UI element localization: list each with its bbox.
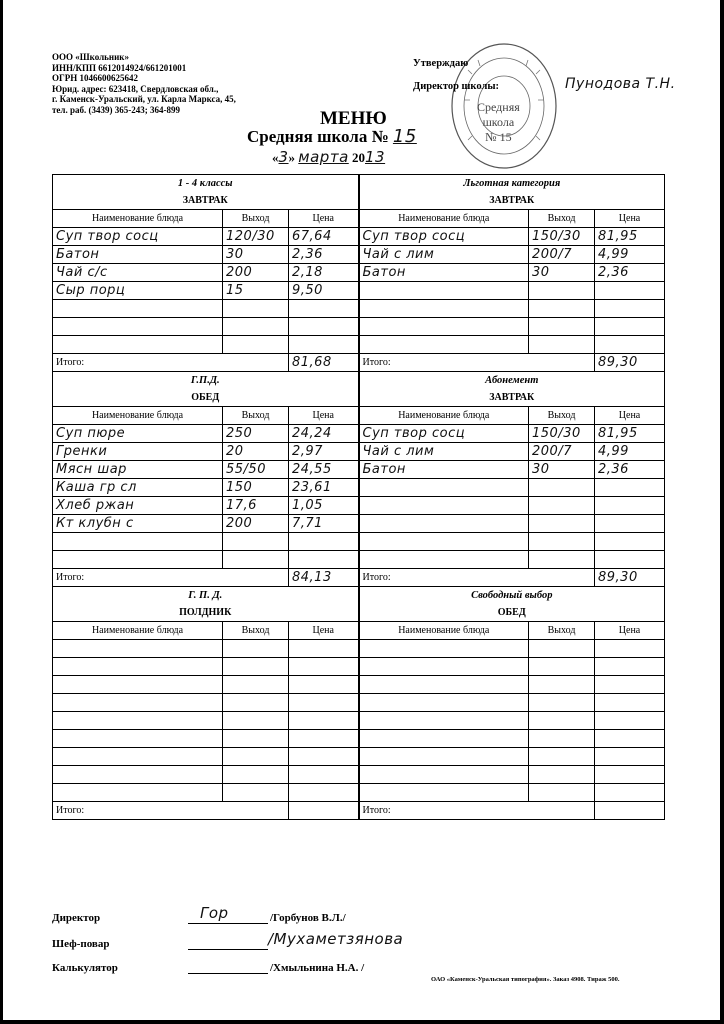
date-year-hw: 13: [365, 148, 386, 166]
column-header-name: Наименование блюда: [53, 407, 223, 425]
org-phone: тел. раб. (3439) 365-243; 364-899: [52, 104, 180, 115]
dish-name: [359, 766, 529, 784]
stamp-line1: Средняя: [477, 100, 520, 114]
table-row: [53, 228, 665, 246]
dish-price: [289, 748, 359, 766]
dish-price: [595, 318, 665, 336]
dish-price: 24,55: [289, 461, 359, 479]
column-header-row: [53, 622, 665, 640]
approval-block: [413, 52, 499, 98]
total-amount: 84,13: [292, 570, 332, 585]
dish-output: 55/50: [223, 461, 289, 479]
org-address-line2: г. Каменск-Уральский, ул. Карла Маркса, 45,: [52, 94, 236, 104]
dish-name: [359, 515, 529, 533]
dish-name: [359, 640, 529, 658]
total-amount: 89,30: [598, 570, 638, 585]
dish-output: 200/7: [529, 443, 595, 461]
dish-name: Сыр порц: [53, 282, 223, 300]
total-label: Итого:: [359, 802, 595, 820]
dish-name: Чай с лим: [359, 246, 529, 264]
column-header-price: Цена: [289, 210, 359, 228]
organization-block: [52, 52, 236, 115]
dish-name: Батон: [359, 264, 529, 282]
signature-line: [188, 923, 268, 924]
section-title: Г.П.Д.: [53, 372, 359, 390]
meal-type: ОБЕД: [359, 604, 665, 622]
dish-output: [223, 640, 289, 658]
dish-price: 81,95: [595, 228, 665, 246]
dish-name: [53, 551, 223, 569]
dish-name: Каша гр сл: [53, 479, 223, 497]
total-amount: 81,68: [292, 355, 332, 370]
dish-output: [529, 515, 595, 533]
section-title: Свободный выбор: [359, 587, 665, 605]
dish-price: [289, 318, 359, 336]
column-header-output: Выход: [223, 407, 289, 425]
table-row: [53, 246, 665, 264]
dish-name: Батон: [53, 246, 223, 264]
total-value: [289, 802, 359, 820]
dish-output: [223, 551, 289, 569]
dish-price: 67,64: [289, 228, 359, 246]
table-row: [53, 300, 665, 318]
dish-name: [359, 694, 529, 712]
meal-type: ЗАВТРАК: [359, 192, 665, 210]
total-row: [53, 802, 665, 820]
approved-label: Утверждаю: [413, 58, 469, 69]
stamp-line2: школа: [482, 115, 515, 129]
dish-name: [53, 658, 223, 676]
dish-price: [595, 712, 665, 730]
signature-scrawl: Гор: [200, 904, 229, 922]
dish-name: [359, 282, 529, 300]
total-value: [595, 569, 665, 587]
dish-price: [595, 300, 665, 318]
dish-output: 200: [223, 515, 289, 533]
column-header-output: Выход: [223, 622, 289, 640]
school-number: 15: [392, 126, 417, 147]
dish-output: 17,6: [223, 497, 289, 515]
dish-name: Суп твор сосц: [359, 425, 529, 443]
dish-price: [595, 658, 665, 676]
dish-output: [223, 694, 289, 712]
dish-output: [223, 318, 289, 336]
dish-name: [53, 533, 223, 551]
column-header-row: [53, 210, 665, 228]
dish-output: [223, 676, 289, 694]
dish-output: [529, 712, 595, 730]
org-inn: ИНН/КПП 6612014924/661201001: [52, 62, 187, 73]
dish-output: [529, 551, 595, 569]
dish-output: [529, 730, 595, 748]
table-row: [53, 264, 665, 282]
director-label: Директор школы:: [413, 81, 500, 92]
total-value: [595, 354, 665, 372]
dish-output: [529, 640, 595, 658]
dish-output: [529, 766, 595, 784]
table-row: [53, 712, 665, 730]
column-header-price: Цена: [289, 622, 359, 640]
dish-name: [359, 318, 529, 336]
dish-name: [359, 712, 529, 730]
dish-name: [359, 748, 529, 766]
dish-output: [223, 712, 289, 730]
dish-price: [595, 533, 665, 551]
dish-price: [595, 640, 665, 658]
meal-type: ЗАВТРАК: [359, 389, 665, 407]
column-header-row: [53, 407, 665, 425]
table-row: [53, 533, 665, 551]
signature-name: /Хмыльнина Н.А. /: [270, 962, 365, 974]
dish-output: [223, 766, 289, 784]
dish-output: [529, 497, 595, 515]
dish-name: [53, 336, 223, 354]
dish-output: [529, 784, 595, 802]
dish-price: 9,50: [289, 282, 359, 300]
meal-row: [53, 192, 665, 210]
dish-price: [289, 551, 359, 569]
signature-role: Шеф-повар: [52, 938, 110, 950]
signature-scrawl: /Мухаметзянова: [268, 930, 404, 948]
dish-name: Кт клубн с: [53, 515, 223, 533]
table-row: [53, 551, 665, 569]
dish-name: [53, 318, 223, 336]
dish-price: [289, 712, 359, 730]
dish-price: [595, 336, 665, 354]
column-header-price: Цена: [289, 407, 359, 425]
table-row: [53, 479, 665, 497]
dish-output: 150/30: [529, 425, 595, 443]
dish-price: [595, 551, 665, 569]
total-amount: 89,30: [598, 355, 638, 370]
org-ogrn: ОГРН 1046600625642: [52, 73, 138, 83]
dish-output: [223, 336, 289, 354]
table-row: [53, 497, 665, 515]
stamp-text: [477, 100, 520, 145]
dish-output: 20: [223, 443, 289, 461]
dish-price: [595, 479, 665, 497]
menu-date: «3» марта 2013: [272, 148, 386, 166]
dish-output: [529, 533, 595, 551]
dish-price: [595, 730, 665, 748]
dish-name: [359, 479, 529, 497]
table-row: [53, 318, 665, 336]
date-year: 20: [352, 150, 366, 165]
dish-price: 81,95: [595, 425, 665, 443]
dish-output: [529, 318, 595, 336]
date-day: 3: [278, 148, 289, 166]
school-label: Средняя школа №: [247, 127, 389, 146]
section-title: Абонемент: [359, 372, 665, 390]
total-label: Итого:: [53, 354, 289, 372]
table-row: [53, 748, 665, 766]
column-header-price: Цена: [595, 210, 665, 228]
dish-price: [595, 748, 665, 766]
table-row: [53, 336, 665, 354]
dish-output: 150: [223, 479, 289, 497]
dish-name: Суп твор сосц: [53, 228, 223, 246]
dish-price: [289, 784, 359, 802]
dish-output: [223, 784, 289, 802]
dish-output: [223, 748, 289, 766]
dish-output: 200/7: [529, 246, 595, 264]
dish-output: [529, 300, 595, 318]
dish-output: [529, 694, 595, 712]
dish-price: [595, 676, 665, 694]
dish-price: 24,24: [289, 425, 359, 443]
signature-role: Калькулятор: [52, 962, 118, 974]
dish-output: 30: [223, 246, 289, 264]
dish-name: [359, 551, 529, 569]
dish-price: [595, 766, 665, 784]
meal-type: ЗАВТРАК: [53, 192, 359, 210]
dish-name: [53, 748, 223, 766]
column-header-output: Выход: [529, 210, 595, 228]
dish-price: [289, 676, 359, 694]
dish-price: [595, 784, 665, 802]
director-signature: Пунодова Т.Н.: [565, 76, 676, 92]
dish-output: 150/30: [529, 228, 595, 246]
dish-price: [289, 336, 359, 354]
stamp-line3: № 15: [485, 130, 512, 144]
table-row: [53, 730, 665, 748]
dish-name: [359, 497, 529, 515]
dish-output: 15: [223, 282, 289, 300]
dish-output: [529, 676, 595, 694]
table-row: [53, 282, 665, 300]
column-header-output: Выход: [529, 407, 595, 425]
dish-price: [289, 533, 359, 551]
dish-price: [289, 766, 359, 784]
dish-price: 2,36: [595, 264, 665, 282]
table-row: [53, 676, 665, 694]
printer-info: ОАО «Каменск-Уральская типография». Заказ 4908. Тираж 500.: [431, 976, 620, 983]
column-header-name: Наименование блюда: [359, 622, 529, 640]
dish-name: [53, 676, 223, 694]
table-row: [53, 443, 665, 461]
dish-output: 120/30: [223, 228, 289, 246]
total-row: [53, 569, 665, 587]
dish-name: Гренки: [53, 443, 223, 461]
dish-name: [359, 336, 529, 354]
dish-name: [53, 766, 223, 784]
dish-price: 7,71: [289, 515, 359, 533]
meal-row: [53, 389, 665, 407]
dish-price: 4,99: [595, 246, 665, 264]
total-label: Итого:: [359, 354, 595, 372]
dish-name: [359, 730, 529, 748]
total-value: [289, 354, 359, 372]
table-row: [53, 515, 665, 533]
section-title-row: [53, 587, 665, 605]
dish-name: Чай с лим: [359, 443, 529, 461]
dish-name: [359, 658, 529, 676]
dish-name: [359, 784, 529, 802]
dish-name: [359, 533, 529, 551]
dish-name: Суп твор сосц: [359, 228, 529, 246]
dish-output: 30: [529, 461, 595, 479]
dish-name: [53, 640, 223, 658]
column-header-name: Наименование блюда: [53, 210, 223, 228]
menu-table: [52, 174, 665, 820]
column-header-price: Цена: [595, 622, 665, 640]
dish-output: [529, 479, 595, 497]
dish-output: 200: [223, 264, 289, 282]
total-row: [53, 354, 665, 372]
section-title-row: [53, 175, 665, 193]
total-value: [595, 802, 665, 820]
column-header-output: Выход: [223, 210, 289, 228]
dish-name: [359, 300, 529, 318]
table-row: [53, 640, 665, 658]
dish-name: Мясн шар: [53, 461, 223, 479]
table-row: [53, 658, 665, 676]
dish-output: [529, 336, 595, 354]
dish-price: [289, 730, 359, 748]
dish-output: 30: [529, 264, 595, 282]
page-title: МЕНЮ: [320, 108, 387, 129]
section-title: Льготная категория: [359, 175, 665, 193]
dish-price: [289, 694, 359, 712]
total-label: Итого:: [53, 569, 289, 587]
section-title: Г. П. Д.: [53, 587, 359, 605]
meal-type: ОБЕД: [53, 389, 359, 407]
school-line: [247, 126, 417, 147]
date-month: марта: [298, 148, 349, 166]
dish-price: 2,18: [289, 264, 359, 282]
signature-line: [188, 949, 268, 950]
meal-row: [53, 604, 665, 622]
dish-output: [223, 658, 289, 676]
total-value: [289, 569, 359, 587]
section-title-row: [53, 372, 665, 390]
dish-name: Суп пюре: [53, 425, 223, 443]
section-title: 1 - 4 классы: [53, 175, 359, 193]
dish-name: [53, 712, 223, 730]
dish-output: [223, 533, 289, 551]
column-header-name: Наименование блюда: [53, 622, 223, 640]
column-header-name: Наименование блюда: [359, 407, 529, 425]
column-header-name: Наименование блюда: [359, 210, 529, 228]
dish-price: 2,36: [289, 246, 359, 264]
dish-output: [223, 300, 289, 318]
total-label: Итого:: [359, 569, 595, 587]
column-header-output: Выход: [529, 622, 595, 640]
dish-output: 250: [223, 425, 289, 443]
dish-price: [595, 694, 665, 712]
dish-price: [595, 515, 665, 533]
table-row: [53, 425, 665, 443]
column-header-price: Цена: [595, 407, 665, 425]
dish-output: [529, 658, 595, 676]
table-row: [53, 784, 665, 802]
dish-price: [289, 658, 359, 676]
dish-price: 23,61: [289, 479, 359, 497]
meal-type: ПОЛДНИК: [53, 604, 359, 622]
dish-name: [53, 730, 223, 748]
dish-price: 1,05: [289, 497, 359, 515]
org-address-line1: Юрид. адрес: 623418, Свердловская обл.,: [52, 83, 219, 94]
org-name: ООО «Школьник»: [52, 52, 129, 62]
dish-name: Батон: [359, 461, 529, 479]
dish-output: [529, 748, 595, 766]
dish-price: [289, 640, 359, 658]
dish-name: [53, 694, 223, 712]
dish-name: Хлеб ржан: [53, 497, 223, 515]
dish-price: [289, 300, 359, 318]
table-row: [53, 461, 665, 479]
total-label: Итого:: [53, 802, 289, 820]
dish-price: [595, 497, 665, 515]
dish-name: [53, 784, 223, 802]
signature-name: /Горбунов В.Л./: [270, 912, 346, 924]
dish-price: 2,36: [595, 461, 665, 479]
dish-price: 2,97: [289, 443, 359, 461]
dish-price: 4,99: [595, 443, 665, 461]
signature-role: Директор: [52, 912, 101, 924]
dish-price: [595, 282, 665, 300]
dish-name: [53, 300, 223, 318]
table-row: [53, 766, 665, 784]
dish-name: [359, 676, 529, 694]
dish-output: [223, 730, 289, 748]
dish-output: [529, 282, 595, 300]
table-row: [53, 694, 665, 712]
dish-name: Чай с/с: [53, 264, 223, 282]
signature-line: [188, 973, 268, 974]
